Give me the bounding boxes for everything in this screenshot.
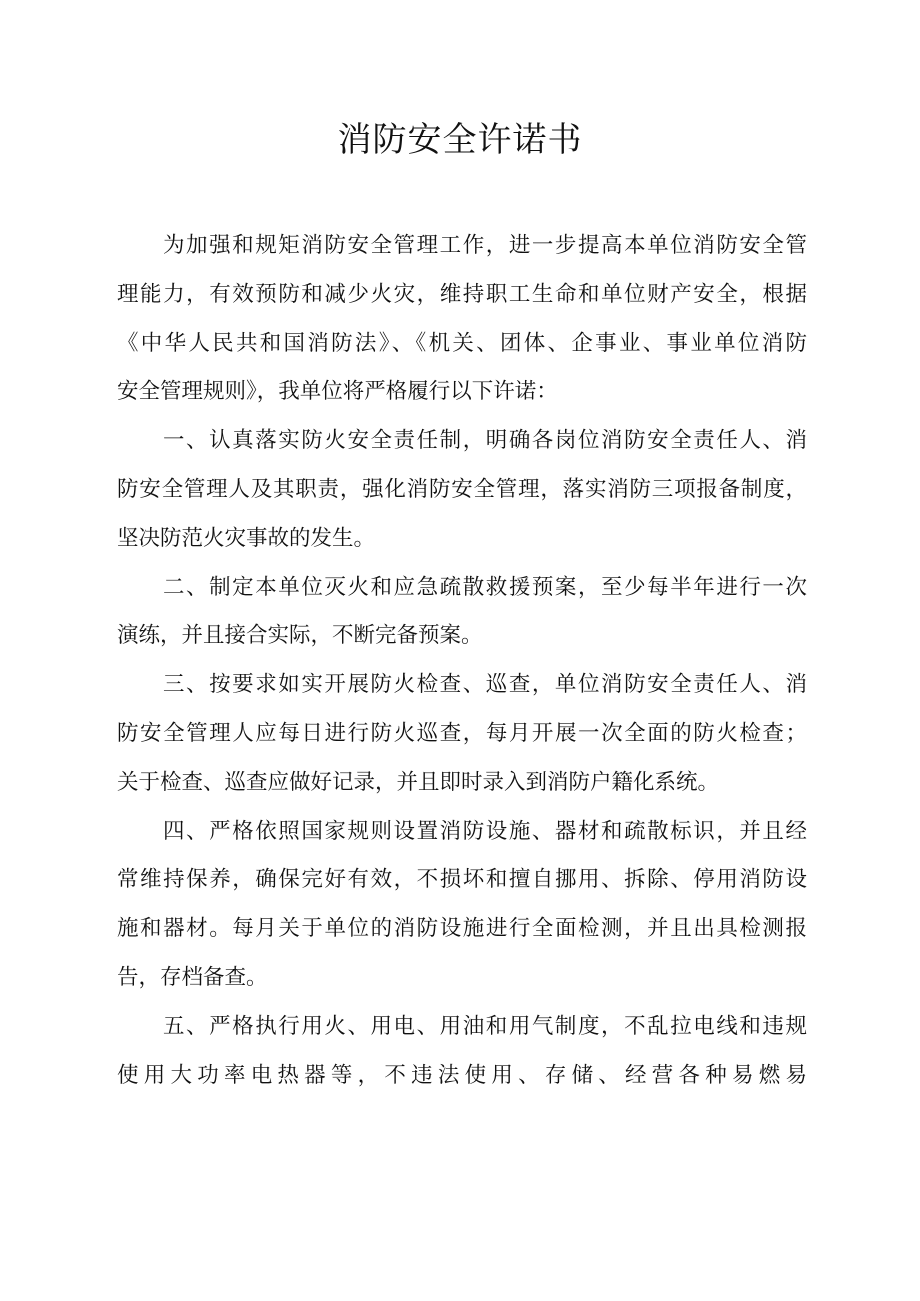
paragraph-line: 四、严格依照国家规则设置消防设施、器材和疏散标识，并且经: [163, 818, 807, 844]
paragraph-line: 常维持保养，确保完好有效，不损坏和擅自挪用、拆除、停用消防设: [117, 867, 807, 893]
paragraph-line: 五、严格执行用火、用电、用油和用气制度，不乱拉电线和违规: [163, 1013, 807, 1039]
paragraph-line: 二、制定本单位灭火和应急疏散救援预案，至少每半年进行一次: [163, 574, 807, 600]
paragraph-line: 《中华人民共和国消防法》、《机关、团体、企事业、事业单位消防: [117, 330, 807, 356]
document-body: [117, 222, 807, 1100]
paragraph-line: 三、按要求如实开展防火检查、巡查，单位消防安全责任人、消: [163, 672, 807, 698]
paragraph-line: 施和器材。每月关于单位的消防设施进行全面检测，并且出具检测报: [117, 916, 807, 942]
paragraph-line: 理能力，有效预防和减少火灾，维持职工生命和单位财产安全，根据: [117, 281, 807, 307]
paragraph-line: 使用大功率电热器等，不违法使用、存储、经营各种易燃易: [117, 1062, 807, 1088]
paragraph-line: 告，存档备查。: [117, 964, 268, 990]
paragraph-line: 安全管理规则》，我单位将严格履行以下许诺：: [117, 379, 558, 405]
document-title: 消防安全许诺书: [337, 120, 583, 160]
paragraph-line: 关于检查、巡查应做好记录，并且即时录入到消防户籍化系统。: [117, 769, 720, 795]
paragraph-line: 防安全管理人应每日进行防火巡查，每月开展一次全面的防火检查；: [117, 720, 807, 746]
paragraph-line: 防安全管理人及其职责，强化消防安全管理，落实消防三项报备制度，: [117, 476, 807, 502]
paragraph-line: 为加强和规矩消防安全管理工作，进一步提高本单位消防安全管: [163, 233, 807, 258]
paragraph-line: 坚决防范火灾事故的发生。: [117, 525, 376, 551]
paragraph-line: 演练，并且接合实际，不断完备预案。: [117, 623, 483, 649]
paragraph-line: 一、认真落实防火安全责任制，明确各岗位消防安全责任人、消: [163, 428, 807, 454]
